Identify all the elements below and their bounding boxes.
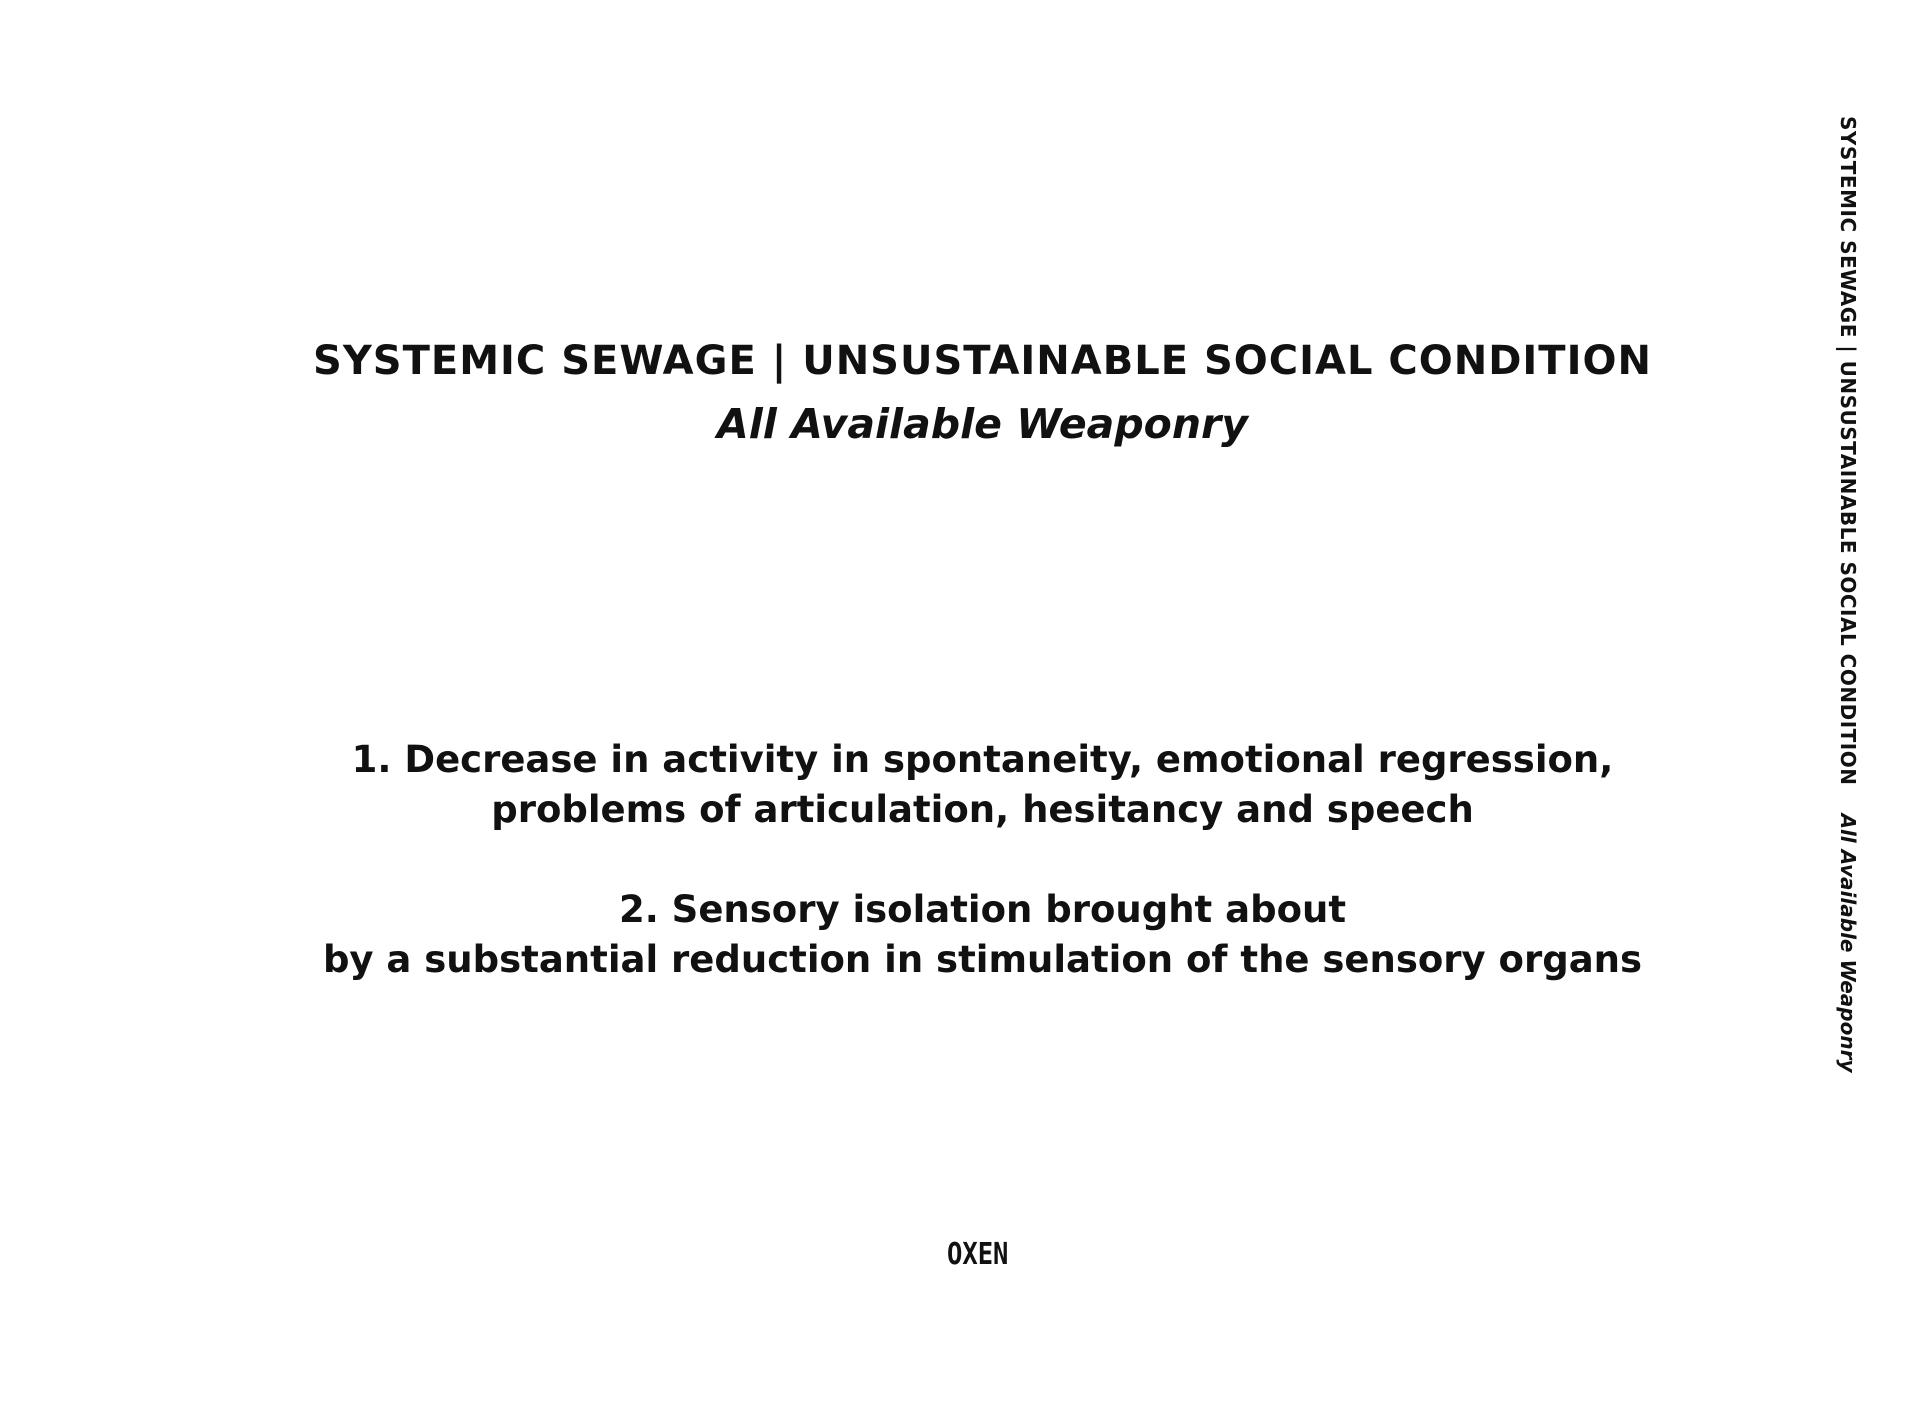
list-item-1-line-2: problems of articulation, hesitancy and speech [491, 788, 1474, 831]
list-item-2-line-1: 2. Sensory isolation brought about [618, 888, 1347, 931]
list-item-2 [0, 885, 1915, 985]
spine-subtitle: All Available Weaponry [1836, 813, 1860, 1073]
spine-title: SYSTEMIC SEWAGE | UNSUSTAINABLE SOCIAL CONDITION [1836, 116, 1860, 786]
page-subtitle: All Available Weaponry [717, 400, 1248, 448]
oxen-logo: OXEN [947, 1237, 1009, 1272]
list-item-1 [0, 735, 1915, 835]
spine-label [1838, 116, 1858, 1072]
list-item-1-line-1: 1. Decrease in activity in spontaneity, emotional regression, [351, 738, 1614, 781]
list-item-2-line-2: by a substantial reduction in stimulation of the sensory organs [322, 938, 1643, 981]
page-title: SYSTEMIC SEWAGE | UNSUSTAINABLE SOCIAL CONDITION [313, 338, 1652, 384]
